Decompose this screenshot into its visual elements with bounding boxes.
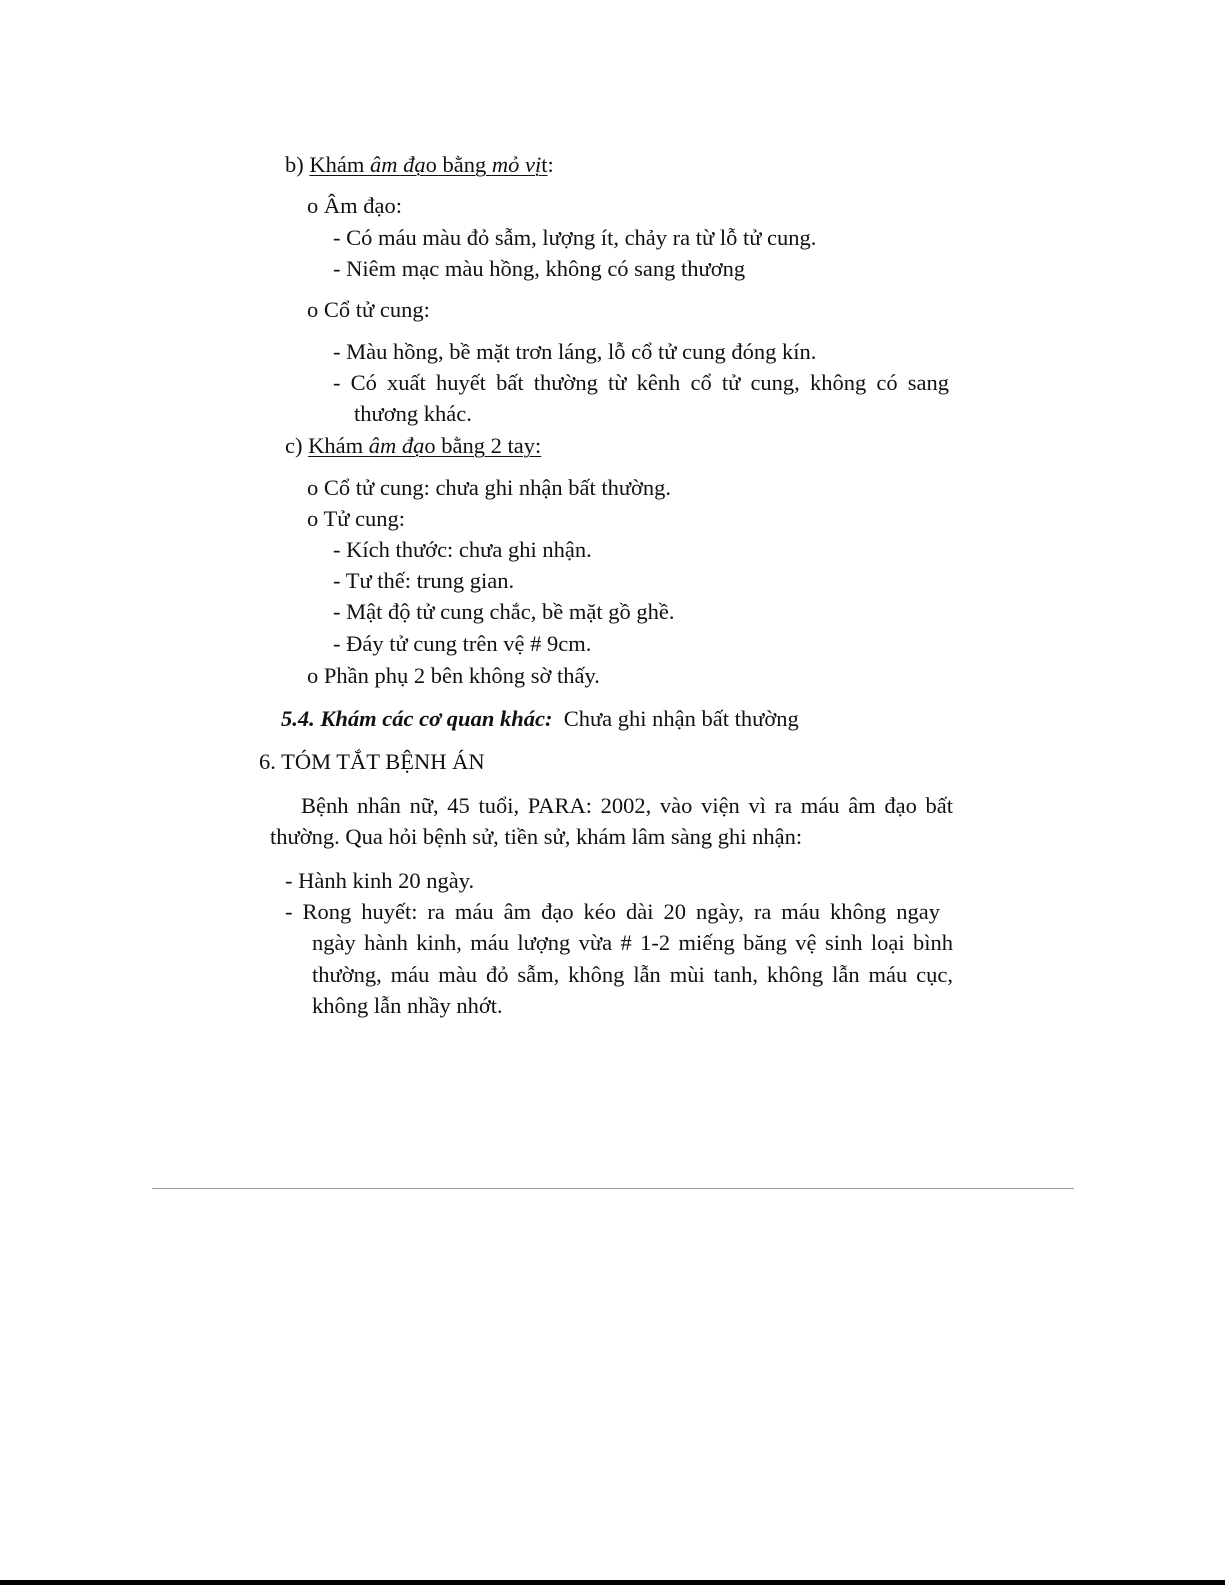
list-item: - Có máu màu đỏ sẫm, lượng ít, chảy ra từ lỗ tử cung. (333, 225, 817, 250)
list-item-continuation: thường, máu màu đỏ sẫm, không lẫn mùi tanh, không lẫn máu cục, (312, 962, 953, 987)
summary-paragraph-line: Bệnh nhân nữ, 45 tuổi, PARA: 2002, vào viện vì ra máu âm đạo bất (301, 793, 953, 818)
section-5-4-text: Chưa ghi nhận bất thường (563, 706, 799, 731)
list-item-continuation: không lẫn nhầy nhớt. (312, 993, 503, 1018)
summary-paragraph-line: thường. Qua hỏi bệnh sử, tiền sử, khám lâm sàng ghi nhận: (270, 824, 803, 849)
list-item: - Đáy tử cung trên vệ # 9cm. (333, 631, 592, 656)
list-item-continuation: thương khác. (354, 401, 472, 426)
section-c-heading: c) Khám âm đạo bằng 2 tay: (285, 433, 542, 458)
page-divider (152, 1188, 1074, 1189)
list-item: - Có xuất huyết bất thường từ kênh cổ tử cung, không có sang (333, 370, 949, 395)
list-item-continuation: ngày hành kinh, máu lượng vừa # 1-2 miếng băng vệ sinh loại bình (312, 930, 953, 955)
list-item: - Tư thế: trung gian. (333, 568, 515, 593)
co-tu-cung-label: o Cổ tử cung: (307, 297, 430, 322)
tu-cung-label: o Tử cung: (307, 506, 406, 531)
list-item: - Hành kinh 20 ngày. (285, 868, 475, 893)
co-tu-cung-item: o Cổ tử cung: chưa ghi nhận bất thường. (307, 475, 672, 500)
section-5-4 (281, 708, 799, 731)
list-item: - Màu hồng, bề mặt trơn láng, lỗ cổ tử cung đóng kín. (333, 339, 817, 364)
list-item: - Mật độ tử cung chắc, bề mặt gồ ghề. (333, 599, 675, 624)
phan-phu-item: o Phần phụ 2 bên không sờ thấy. (307, 663, 600, 688)
list-item: - Kích thước: chưa ghi nhận. (333, 537, 592, 562)
bottom-edge-bar (0, 1580, 1225, 1585)
section-6-heading: 6. TÓM TẮT BỆNH ÁN (259, 749, 485, 774)
am-dao-label: o Âm đạo: (307, 193, 402, 218)
section-5-4-heading: 5.4. Khám các cơ quan khác: (281, 706, 553, 731)
section-b-title: Khám âm đạo bằng mỏ vịt (309, 152, 548, 177)
list-item: - Niêm mạc màu hồng, không có sang thương (333, 256, 746, 281)
section-c-title: Khám âm đạo bằng 2 tay: (308, 433, 542, 458)
section-b-heading: b) Khám âm đạo bằng mỏ vịt: (285, 152, 554, 177)
list-item: - Rong huyết: ra máu âm đạo kéo dài 20 ngày, ra máu không ngay (285, 899, 940, 924)
